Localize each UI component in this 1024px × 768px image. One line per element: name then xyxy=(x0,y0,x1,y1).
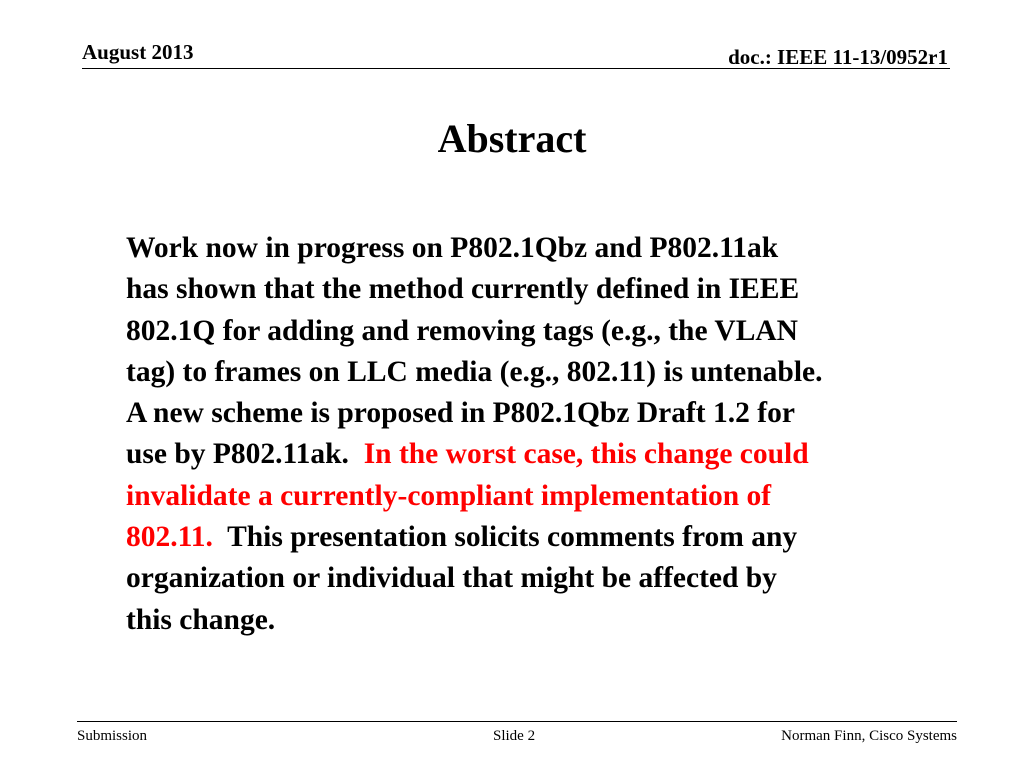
body-text-run: organization or individual that might be affected by xyxy=(126,562,777,595)
highlighted-text-run: In the worst case, this change could xyxy=(363,438,809,471)
highlighted-text-run: invalidate a currently-compliant implementation of xyxy=(126,479,772,512)
footer-author: Norman Finn, Cisco Systems xyxy=(781,728,957,744)
abstract-line xyxy=(126,269,956,310)
body-text-run: This presentation solicits comments from any xyxy=(212,521,798,554)
abstract-line xyxy=(126,476,956,517)
footer-submission: Submission xyxy=(77,728,148,744)
body-text-run: use by P802.11ak. xyxy=(126,438,364,471)
body-text-run: 802.1Q for adding and removing tags (e.g., the VLAN xyxy=(126,314,798,347)
abstract-line xyxy=(126,517,956,558)
body-text-run: has shown that the method currently defined in IEEE xyxy=(126,273,800,306)
abstract-line xyxy=(126,600,956,641)
abstract-body xyxy=(126,228,956,641)
abstract-line xyxy=(126,558,956,599)
body-text-run: tag) to frames on LLC media (e.g., 802.11) is untenable. xyxy=(126,355,823,388)
abstract-line xyxy=(126,393,956,434)
header-date: August 2013 xyxy=(82,40,194,64)
body-text-run: this change. xyxy=(126,603,276,636)
header-divider xyxy=(82,68,950,69)
body-text-run: A new scheme is proposed in P802.1Qbz Draft 1.2 for xyxy=(126,397,795,430)
abstract-line xyxy=(126,352,956,393)
slide-title: Abstract xyxy=(437,116,587,161)
abstract-line xyxy=(126,311,956,352)
footer-slide-number: Slide 2 xyxy=(493,728,536,744)
abstract-line xyxy=(126,228,956,269)
abstract-line xyxy=(126,434,956,475)
header-doc-id: doc.: IEEE 11-13/0952r1 xyxy=(728,45,948,69)
body-text-run: Work now in progress on P802.1Qbz and P802.11ak xyxy=(126,232,779,264)
footer-divider xyxy=(77,721,957,722)
highlighted-text-run: 802.11. xyxy=(126,521,213,554)
